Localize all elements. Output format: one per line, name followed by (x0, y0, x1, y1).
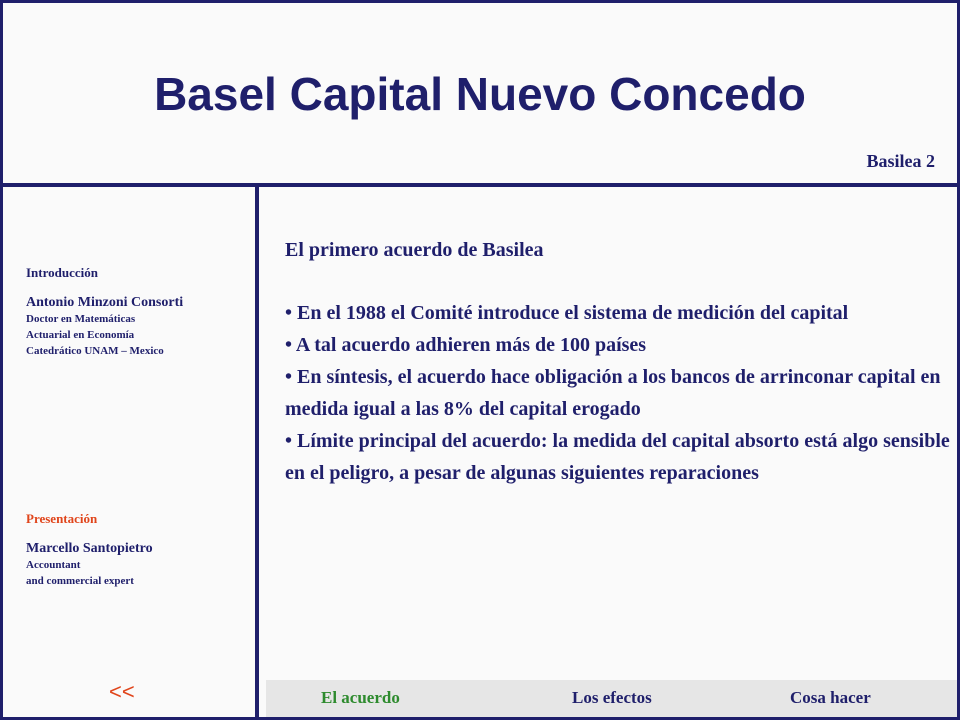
author1-detail: Doctor en Matemáticas (26, 313, 136, 325)
main-content (259, 187, 957, 717)
content-heading: El primero acuerdo de Basilea (285, 239, 544, 261)
sidebar-item-introduccion[interactable]: Introducción (26, 265, 98, 280)
bullet-list (285, 297, 953, 489)
nav-link-los-efectos[interactable]: Los efectos (572, 688, 652, 707)
page-title: Basel Capital Nuevo Concedo (154, 68, 806, 120)
author2-detail: and commercial expert (26, 575, 134, 587)
list-item: • En síntesis, el acuerdo hace obligación a los bancos de arrinconar capital en medida igual a las 8% del capital erogado (285, 366, 941, 420)
author1-name: Antonio Minzoni Consorti (26, 295, 184, 310)
list-item: • A tal acuerdo adhieren más de 100 países (285, 334, 647, 356)
bottom-nav (266, 680, 957, 717)
page-subtitle: Basilea 2 (866, 151, 935, 171)
list-item: • Límite principal del acuerdo: la medida del capital absorto está algo sensible en el peligro, a pesar de algunas siguientes reparaciones (285, 430, 950, 484)
nav-link-el-acuerdo[interactable]: El acuerdo (321, 688, 400, 707)
author2-name: Marcello Santopietro (26, 541, 153, 556)
author1-detail: Actuarial en Economía (26, 329, 135, 341)
slide-header (3, 3, 957, 187)
author1-detail: Catedrático UNAM – Mexico (26, 345, 164, 357)
author2-detail: Accountant (26, 559, 81, 571)
nav-link-cosa-hacer[interactable]: Cosa hacer (790, 688, 871, 707)
author2-block (26, 511, 153, 589)
sidebar-item-presentacion[interactable]: Presentación (26, 511, 98, 526)
back-link[interactable]: << (109, 679, 135, 704)
list-item: • En el 1988 el Comité introduce el sistema de medición del capital (285, 302, 849, 324)
sidebar (3, 187, 259, 717)
author1-block (26, 265, 183, 359)
